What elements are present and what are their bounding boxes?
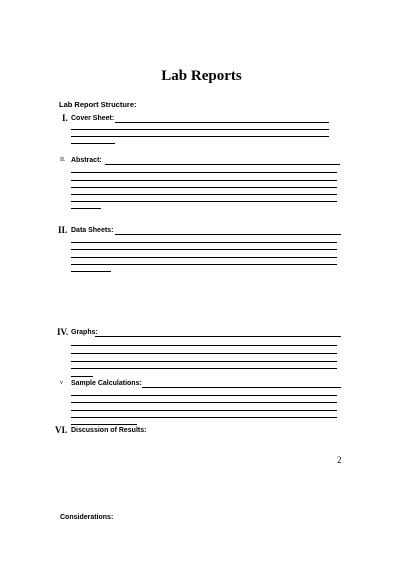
answer-line [71,194,337,195]
answer-line [115,234,341,235]
section-label: Discussion of Results: [71,427,147,434]
answer-line [71,345,337,346]
section-label: Data Sheets: [71,227,114,234]
section-numeral: VI. [55,425,68,435]
answer-line [71,424,137,425]
answer-line [71,242,337,243]
section-label: Cover Sheet: [71,115,115,122]
section-numeral: v [60,380,63,386]
answer-line [71,249,337,250]
answer-line [71,208,101,209]
section-label: Abstract: [71,157,102,164]
answer-line [71,187,337,188]
answer-line [71,143,115,144]
answer-line [71,201,337,202]
answer-line [71,257,337,258]
answer-line [105,164,340,165]
structure-heading: Lab Report Structure: [59,100,137,109]
answer-line [142,387,341,388]
answer-line [71,361,337,362]
page-number: 2 [337,455,342,465]
answer-line [71,402,337,403]
answer-line [71,376,93,377]
answer-line [71,129,329,130]
section-label: Graphs: [71,329,98,336]
answer-line [71,172,337,173]
answer-line [71,410,337,411]
answer-line [71,417,337,418]
section-numeral: II. [60,157,66,163]
section-label: Sample Calculations: [71,380,142,387]
section-numeral: II. [58,225,68,235]
answer-line [71,136,329,137]
answer-line [71,180,337,181]
answer-line [71,264,337,265]
answer-line [115,122,329,123]
answer-line [71,395,337,396]
section-numeral: I. [62,113,68,123]
answer-line [71,353,337,354]
section-numeral: IV. [57,327,69,337]
considerations-heading: Considerations: [60,514,114,521]
document-title: Lab Reports [161,68,242,84]
answer-line [71,271,111,272]
answer-line [95,336,341,337]
answer-line [71,368,337,369]
